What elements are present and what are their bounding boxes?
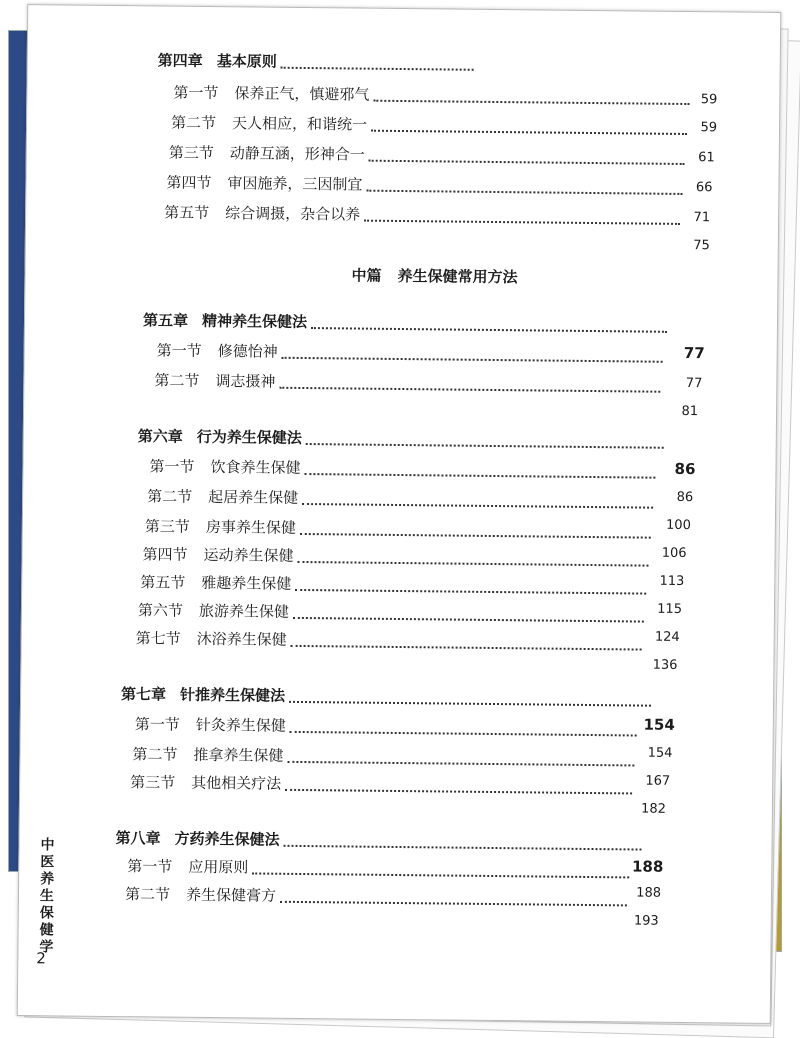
section-title: 针灸养生保健 — [195, 715, 286, 735]
section-number: 第三节 — [130, 772, 176, 792]
chapter-heading — [158, 46, 478, 75]
chapter-heading — [138, 422, 668, 454]
section-number: 第四节 — [166, 173, 212, 192]
section-title: 雅趣养生保健 — [201, 573, 292, 593]
section-number: 第五节 — [140, 572, 186, 592]
leader-dots — [290, 731, 637, 737]
section-title: 修德怡神 — [217, 341, 278, 361]
section-title: 旅游养生保健 — [198, 601, 290, 621]
chapter-number: 第四章 — [157, 50, 203, 70]
section-number: 第二节 — [132, 744, 178, 764]
leader-dots — [311, 327, 667, 333]
chapter-number: 第七章 — [121, 684, 167, 704]
page-ref: 154 — [643, 715, 675, 734]
toc-entry — [154, 366, 664, 397]
toc-entry — [136, 624, 646, 655]
section-title: 调志摄神 — [215, 371, 276, 391]
leader-dots — [302, 503, 653, 509]
leader-dots — [293, 617, 644, 623]
leader-dots — [366, 190, 682, 195]
section-title: 天人相应，和谐统一 — [232, 113, 368, 134]
page-ref: 136 — [652, 657, 678, 673]
section-title: 保养正气，慎避邪气 — [234, 83, 370, 104]
leader-dots — [252, 872, 629, 878]
leader-dots — [284, 845, 642, 851]
page-ref: 75 — [693, 238, 710, 254]
toc-entry — [125, 880, 631, 911]
page-ref: 59 — [700, 92, 718, 108]
section-number: 第七节 — [135, 628, 181, 648]
toc-entry — [127, 852, 633, 883]
leader-dots — [300, 533, 651, 539]
page-ref: 100 — [665, 517, 691, 534]
section-number: 第二节 — [147, 486, 193, 506]
page-ref: 86 — [676, 489, 694, 506]
page-ref: 61 — [698, 150, 715, 166]
chapter-title: 针推养生保健法 — [180, 685, 286, 705]
leader-dots — [285, 789, 632, 795]
toc-entry — [166, 169, 686, 200]
section-title: 其他相关疗法 — [191, 773, 282, 793]
section-title: 起居养生保健 — [208, 487, 299, 507]
toc-entry — [169, 139, 689, 170]
page-ref: 188 — [636, 885, 662, 901]
page-ref: 66 — [695, 180, 713, 196]
chapter-number: 第六章 — [137, 426, 183, 446]
chapter-title: 行为养生保健法 — [196, 427, 302, 447]
leader-dots — [369, 160, 685, 165]
leader-dots — [298, 561, 649, 567]
chapter-title: 基本原则 — [216, 51, 277, 71]
leader-dots — [364, 220, 680, 225]
page-ref: 113 — [659, 573, 685, 589]
page-ref: 77 — [683, 343, 705, 363]
page-ref: 188 — [631, 857, 664, 876]
toc-page — [17, 4, 782, 1024]
section-number: 第二节 — [170, 113, 217, 132]
section-number: 第一节 — [156, 340, 202, 360]
leader-dots — [282, 357, 663, 363]
page-ref: 154 — [647, 745, 673, 761]
toc-entry — [157, 336, 667, 367]
section-title: 审因施养，三因制宜 — [227, 173, 363, 194]
section-number: 第一节 — [127, 856, 173, 876]
toc-entry — [171, 109, 691, 140]
section-title: 推拿养生保健 — [193, 745, 284, 765]
leader-dots — [287, 761, 634, 767]
section-number: 第五节 — [164, 203, 210, 222]
part-name: 养生保健常用方法 — [397, 266, 518, 287]
toc-entry — [145, 512, 655, 543]
toc-entry — [130, 768, 636, 799]
page-ref: 182 — [641, 801, 667, 817]
page-ref: 193 — [633, 913, 659, 929]
page-ref: 77 — [685, 375, 703, 392]
toc-entry — [132, 740, 638, 771]
toc-entry — [149, 452, 659, 483]
section-number: 第六节 — [137, 600, 184, 620]
part-title — [351, 264, 517, 287]
section-title: 应用原则 — [188, 857, 249, 876]
section-number: 第二节 — [154, 370, 200, 390]
chapter-title: 方药养生保健法 — [174, 829, 280, 849]
leader-dots — [280, 901, 627, 907]
page-ref: 124 — [654, 629, 680, 645]
leader-dots — [306, 443, 664, 449]
toc-entry — [135, 710, 641, 741]
part-label: 中篇 — [351, 266, 382, 285]
chapter-number: 第八章 — [115, 828, 161, 848]
chapter-title: 精神养生保健法 — [201, 311, 308, 331]
leader-dots — [373, 100, 689, 105]
leader-dots — [281, 67, 474, 71]
section-number: 第四节 — [142, 544, 188, 564]
chapter-heading — [143, 306, 671, 338]
leader-dots — [371, 130, 687, 135]
toc-entry — [173, 79, 693, 110]
leader-dots — [304, 473, 655, 479]
chapter-heading — [121, 680, 655, 712]
section-title: 养生保健膏方 — [185, 885, 277, 905]
section-title: 动静互涵，形神合一 — [229, 143, 365, 164]
leader-dots — [289, 701, 651, 707]
leader-dots — [279, 387, 660, 393]
book-title-vertical: 中医养生保健学 — [39, 837, 55, 956]
section-title: 房事养生保健 — [205, 517, 296, 537]
section-number: 第二节 — [124, 884, 171, 904]
section-number: 第一节 — [173, 83, 219, 102]
page-ref: 81 — [681, 403, 699, 420]
leader-dots — [291, 645, 642, 651]
page-number: 2 — [36, 949, 46, 968]
section-number: 第一节 — [149, 456, 195, 476]
section-title: 运动养生保健 — [203, 545, 294, 565]
section-number: 第一节 — [134, 714, 180, 734]
toc-entry — [140, 568, 650, 599]
page-ref: 86 — [674, 459, 696, 479]
section-title: 沐浴养生保健 — [196, 629, 287, 649]
toc-entry — [164, 199, 684, 230]
section-title: 饮食养生保健 — [210, 457, 301, 477]
page-ref: 167 — [645, 773, 671, 789]
toc-entry — [147, 482, 657, 513]
section-title: 综合调摄，杂合以养 — [225, 203, 361, 224]
section-number: 第三节 — [168, 143, 214, 162]
toc-entry — [138, 596, 648, 627]
section-number: 第三节 — [144, 516, 190, 536]
leader-dots — [295, 589, 646, 595]
page-ref: 71 — [693, 210, 711, 226]
chapter-heading — [115, 824, 645, 856]
page-ref: 115 — [657, 601, 683, 617]
chapter-number: 第五章 — [142, 310, 189, 330]
toc-entry — [142, 540, 652, 571]
page-ref: 59 — [700, 120, 718, 136]
page-ref: 106 — [661, 545, 687, 562]
